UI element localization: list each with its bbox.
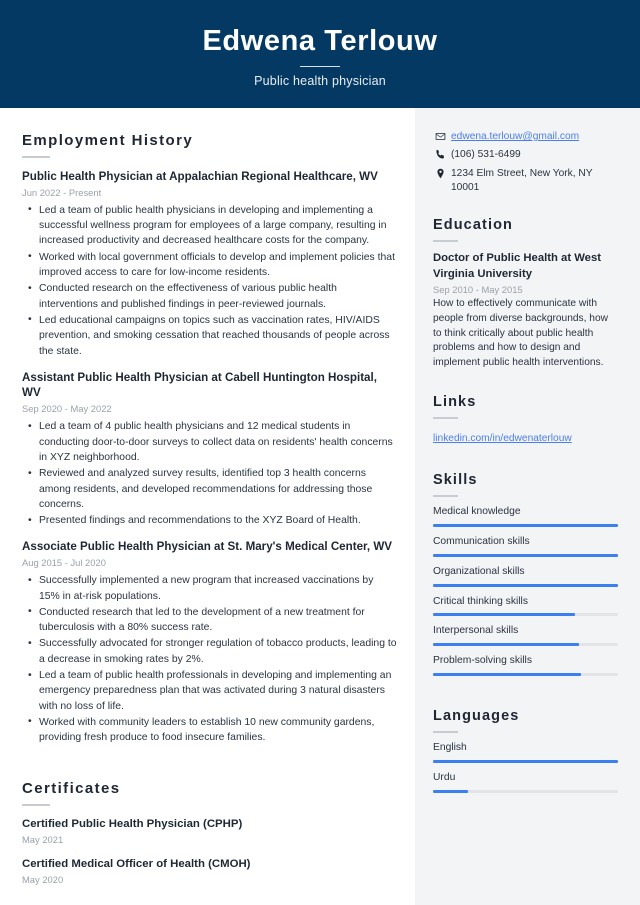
employment-entry [22, 539, 397, 745]
links-heading: Links [433, 394, 477, 410]
skill-item [433, 506, 618, 527]
bullet-item: • Reviewed and analyzed survey results, identified top 3 health concerns among residents, and developed recommendations for addressing those concerns. [39, 466, 397, 512]
language-level-fill [433, 760, 618, 763]
bullet-item: • Worked with local government officials to develop and implement policies that improved access to care for low-income residents. [39, 250, 397, 281]
section-divider [433, 240, 458, 242]
bullet-item: • Presented findings and recommendations to the XYZ Board of Health. [39, 513, 397, 528]
employment-history-heading: Employment History [22, 132, 194, 149]
languages-heading: Languages [433, 708, 520, 725]
education-section [433, 217, 618, 371]
skill-level-fill [433, 613, 575, 616]
certificate-entry [22, 817, 397, 845]
skill-level-fill [433, 673, 581, 676]
language-label: English [433, 742, 467, 754]
section-divider [22, 804, 50, 806]
contact-email-text [447, 130, 579, 144]
bullet-item: • Successfully advocated for stronger regulation of tobacco products, leading to a decrease in smoking rates by 2%. [39, 636, 397, 667]
section-divider [22, 156, 50, 158]
employment-entry [22, 370, 397, 529]
contact-details [433, 130, 618, 196]
envelope-icon [433, 130, 447, 142]
section-divider [433, 495, 458, 497]
skill-label: Interpersonal skills [433, 625, 519, 637]
languages-section [433, 708, 618, 793]
resume-body [0, 108, 640, 905]
skill-label: Medical knowledge [433, 506, 521, 517]
bullet-item: • Successfully implemented a new program that increased vaccinations by 15% in at-risk populations. [39, 573, 397, 604]
skill-label: Communication skills [433, 535, 530, 547]
certificates-heading: Certificates [22, 779, 121, 797]
education-entry-date: Sep 2010 - May 2015 [433, 284, 523, 296]
skills-heading: Skills [433, 472, 478, 488]
language-label: Urdu [433, 772, 456, 784]
bullet-item: • Conducted research on the effectiveness of various public health interventions and published findings in peer-reviewed journals. [39, 281, 397, 312]
employment-entry-bullets [22, 573, 397, 745]
skill-item [433, 655, 618, 676]
skill-item [433, 566, 618, 587]
bullet-item: • Worked with community leaders to establish 10 new community gardens, providing fresh produce to food insecure families. [39, 715, 397, 746]
skill-level-fill [433, 554, 618, 557]
bullet-item: • Led a team of 4 public health physicians and 12 medical students in conducting door-to-door surveys to collect data on residents' health concerns in XYZ neighborhood. [39, 419, 397, 465]
link-item [433, 428, 618, 446]
employment-entry-title: Assistant Public Health Physician at Cabell Huntington Hospital, WV [22, 370, 377, 400]
spacer [433, 685, 618, 708]
language-item [433, 772, 618, 793]
employment-entry [22, 169, 397, 359]
education-entry-title: Doctor of Public Health at West Virginia University [433, 251, 602, 280]
language-level-track [433, 790, 618, 793]
bullet-item: • Led a team of public health physicians in developing and implementing a successful wellness program for employees of a large company, resulting in increased productivity and decreased healthcare costs for the company. [39, 203, 397, 249]
links-section [433, 394, 618, 446]
map-pin-icon [433, 167, 447, 179]
language-level-track [433, 760, 618, 763]
skill-level-track [433, 524, 618, 527]
linkedin-link[interactable]: linkedin.com/in/edwenaterlouw [433, 433, 572, 444]
language-level-fill [433, 790, 468, 793]
skill-label: Critical thinking skills [433, 595, 528, 607]
skill-level-track [433, 613, 618, 616]
sidebar-column [415, 108, 640, 905]
certificates-section [22, 780, 397, 886]
skill-level-track [433, 584, 618, 587]
employment-entry-bullets [22, 203, 397, 359]
section-divider [433, 417, 458, 419]
employment-entry-date: Sep 2020 - May 2022 [22, 403, 112, 415]
skill-label: Problem-solving skills [433, 655, 532, 667]
main-column [0, 108, 415, 905]
skill-level-track [433, 554, 618, 557]
contact-phone-row [433, 148, 618, 162]
email-link[interactable]: edwena.terlouw@gmail.com [451, 131, 580, 142]
certificate-date: May 2020 [22, 874, 64, 886]
candidate-job-title: Public health physician [254, 73, 386, 88]
skill-item [433, 596, 618, 617]
employment-entry-bullets [22, 419, 397, 528]
bullet-item: • Led a team of public health professionals in developing and implementing an emergency preparedness plan that was activated during 3 natural disasters with no loss of life. [39, 668, 397, 714]
contact-phone-text: (106) 531-6499 [451, 149, 521, 161]
spacer [433, 449, 618, 472]
employment-entry-title: Public Health Physician at Appalachian Regional Healthcare, WV [22, 170, 378, 183]
skill-level-fill [433, 643, 579, 646]
skill-level-track [433, 673, 618, 676]
candidate-name: Edwena Terlouw [202, 25, 438, 58]
employment-entry-date: Jun 2022 - Present [22, 186, 102, 198]
certificate-date: May 2021 [22, 833, 64, 845]
header-divider [300, 66, 340, 67]
certificate-entry [22, 857, 397, 885]
skill-level-fill [433, 584, 618, 587]
resume-header [0, 0, 640, 108]
certificate-title: Certified Public Health Physician (CPHP) [22, 817, 243, 830]
contact-email-row [433, 130, 618, 144]
skill-level-track [433, 643, 618, 646]
section-divider [433, 731, 458, 733]
bullet-item: • Conducted research that led to the development of a new treatment for tuberculosis with a 80% success rate. [39, 605, 397, 636]
education-heading: Education [433, 216, 513, 233]
contact-address-text: 1234 Elm Street, New York, NY 10001 [451, 167, 593, 194]
skills-section [433, 472, 618, 676]
education-entry [433, 251, 618, 371]
phone-icon [433, 148, 447, 160]
spacer [433, 371, 618, 394]
skill-level-fill [433, 524, 618, 527]
contact-address-row [433, 167, 618, 196]
employment-entry-title: Associate Public Health Physician at St. Mary's Medical Center, WV [22, 540, 393, 554]
bullet-item: • Led educational campaigns on topics such as vaccination rates, HIV/AIDS prevention, and smoking cessation that reached thousands of people across the state. [39, 313, 397, 359]
skill-item [433, 625, 618, 646]
employment-history-section [22, 132, 397, 746]
education-entry-description: How to effectively communicate with people from diverse backgrounds, how to think critically about public health problems and how to design and implement public health interventions. [433, 298, 608, 369]
skill-label: Organizational skills [433, 565, 525, 577]
certificate-title: Certified Medical Officer of Health (CMOH) [22, 857, 251, 870]
employment-entry-date: Aug 2015 - Jul 2020 [22, 557, 106, 569]
spacer [22, 757, 397, 780]
skill-item [433, 536, 618, 557]
language-item [433, 742, 618, 763]
